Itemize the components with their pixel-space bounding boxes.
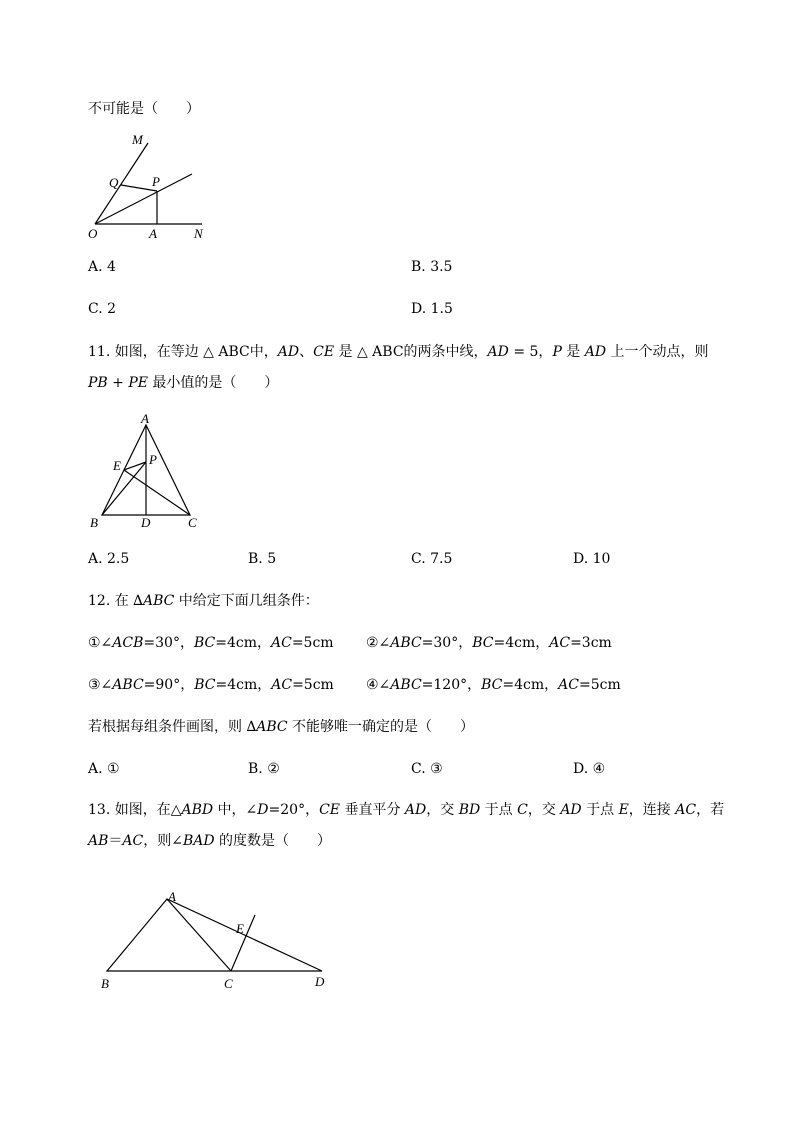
q12-condition-2: ②∠ABC=30°，BC=4cm，AC=3cm xyxy=(366,635,612,651)
label-q: Q xyxy=(109,175,119,190)
label-a: A xyxy=(168,889,176,904)
q10-option-c: C. 2 xyxy=(88,301,117,317)
label-c: C xyxy=(224,976,233,991)
q10-option-d: D. 1.5 xyxy=(411,301,453,317)
label-a: A xyxy=(149,226,157,241)
triangle-abd xyxy=(107,899,322,971)
ray-om xyxy=(95,143,148,224)
q13-stem-line1: 13. 如图，在△ABD 中，∠D=20°，CE 垂直平分 AD，交 BD 于点 C，交 AD 于点 E，连接 AC，若 xyxy=(88,802,725,818)
q10-figure xyxy=(80,130,220,245)
q10-option-b: B. 3.5 xyxy=(411,259,453,275)
q12-condition-3: ③∠ABC=90°，BC=4cm，AC=5cm xyxy=(88,677,334,693)
q13-figure xyxy=(95,885,340,995)
label-n: N xyxy=(194,226,203,241)
q13-stem-line2: AB＝AC，则∠BAD 的度数是（ ） xyxy=(88,833,332,849)
segment-ac xyxy=(167,899,231,971)
q11-option-c: C. 7.5 xyxy=(411,551,453,567)
label-b: B xyxy=(90,515,98,530)
label-a: A xyxy=(141,411,149,426)
q12-option-b: B. ② xyxy=(248,761,280,777)
q12-option-c: C. ③ xyxy=(411,761,443,777)
label-c: C xyxy=(188,515,197,530)
q12-stem: 12. 在 ∆ABC 中给定下面几组条件： xyxy=(88,593,319,609)
q11-option-a: A. 2.5 xyxy=(88,551,130,567)
label-e: E xyxy=(113,458,121,473)
label-b: B xyxy=(101,976,109,991)
label-p: P xyxy=(152,174,160,189)
label-p: P xyxy=(149,452,157,467)
label-o: O xyxy=(88,226,98,241)
q12-option-a: A. ① xyxy=(88,761,120,777)
q11-option-b: B. 5 xyxy=(248,551,277,567)
q11-stem-line2: PB + PE 最小值的是（ ） xyxy=(88,375,279,391)
label-m: M xyxy=(132,132,143,147)
q11-stem-line1: 11. 如图，在等边 △ ABC中，AD、CE 是 △ ABC的两条中线，AD = 5，P 是 AD 上一个动点，则 xyxy=(88,344,709,360)
q12-condition-4: ④∠ABC=120°，BC=4cm，AC=5cm xyxy=(366,677,621,693)
q10-stem-tail: 不可能是（ ） xyxy=(88,101,200,117)
label-e: E xyxy=(236,921,244,936)
q11-figure xyxy=(85,410,210,530)
q12-condition-1: ①∠ACB=30°，BC=4cm，AC=5cm xyxy=(88,635,334,651)
q10-option-a: A. 4 xyxy=(88,259,116,275)
q11-option-d: D. 10 xyxy=(573,551,611,567)
q12-option-d: D. ④ xyxy=(573,761,606,777)
q12-question: 若根据每组条件画图，则 ∆ABC 不能够唯一确定的是（ ） xyxy=(88,719,475,735)
label-d: D xyxy=(141,515,151,530)
label-d: D xyxy=(315,974,325,989)
